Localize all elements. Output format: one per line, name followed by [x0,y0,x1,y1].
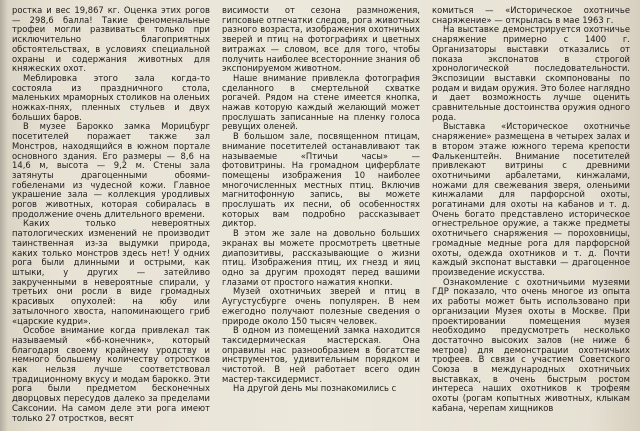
text-column-left [12,6,210,429]
paragraph: висимости от сезона размножения, гипсовые отпечатки следов, рога животных разного возраста, изображения охотничьих зверей и птиц на фотографиях и цветных витражах — словом, все для того, чтобы получить наиболее всесторонние знания об экспонируемом животном. [222,6,420,74]
paragraph: ростка и вес 19,867 кг. Оценка этих рогов — 298,6 балла! Такие феноменальные трофеи могли развиваться только при исключительно благоприятных обстоятельствах, в условиях специальной охраны и содержания животных для княжеских охот. [12,6,210,74]
text-column-middle [222,6,420,429]
paragraph: На выставке демонстрируется охотничье снаряжение примерно с 1400 г. Организаторы выставки отказались от показа экспонатов в строгой хронологической последовательности. Экспозиции выставки скомпонованы по родам и видам оружия. Это более наглядно и дает возможность лучше оценить сравнительные достоинства оружия одного рода. [432,24,630,122]
paragraph: В музее Барокко замка Морицбург посетителей поражает также зал Монстров, находящийся в южном портале основного здания. Его размеры — 8,6 на 14,6 м, высота — 9,2 м. Стены зала затянуты драгоценными обоями-гобеленами из чудесной кожи. Главное украшение зала — коллекция уродливых рогов животных, которая собиралась в продолжение очень длительного времени. [12,121,210,219]
paragraph: Музей охотничьих зверей и птиц в Аугустусбурге очень популярен. В нем ежегодно получают полезные сведения о природе около 150 тысяч человек. [222,286,420,326]
paragraph: Наше внимание привлекла фотография сделанного в смертельной схватке рогачей. Рядом на стене имеется кнопка, нажав которую каждый желающий может прослушать записанные на пленку голоса ревущих оленей. [222,72,420,132]
paragraph: В этом же зале на довольно больших экранах вы можете просмотреть цветные диапозитивы, рассказывающие о жизни птиц. Изображения птиц, их гнезд и яиц одно за другим проходят перед вашими глазами от простого нажатия кнопки. [222,228,420,287]
paragraph: комиться — «Историческое охотничье снаряжение» — открылась в мае 1963 г. [432,6,630,25]
text-columns [12,6,630,429]
page-fold-shadow [0,0,8,431]
paragraph: На другой день мы познакомились с [233,383,397,394]
paragraph: Меблировка этого зала когда-то состояла из праздничного стола, маленьких мраморных столиков на оленьих ножках-пнях, пленных стульев и двух больших баров. [12,72,210,122]
paragraph: В большом зале, посвященном птицам, внимание посетителей останавливают так называемые «Птичьи часы» — фотовитрины. На громадном циферблате помещены изображения 10 наиболее многочисленных местных птиц. Включив магнитофонную запись, вы можете прослушать их песни, об особенностях которых вам подробно рассказывает диктор. [222,131,420,229]
paragraph: Особое внимание когда привлекал так называемый «66-конечник», который благодаря своему крайнему уродству и немного большему количеству отростков как нельзя лучше соответствовал традиционному вкусу и модам барокко. Эти рога были предметом бесконечных дворцовых пересудов далеко за пределами Саксонии. На самом деле эти рога имеют только 27 отростков, весят [12,325,210,423]
paragraph: В одном из помещений замка находится таксидермическая мастерская. Она оправилы нас разнообразием в богатстве инструментов, удивительным порядком и чистотой. В ней работает всего один мастер-таксидермист. [222,325,420,384]
paragraph: Ознакомление с охотничьими музеями ГДР показало, что очень многое из опыта их работы может быть использовано при организации Музея охоты в Москве. При проектировании помещения музея необходимо предусмотреть несколько достаточно высоких залов (не ниже 6 метров) для демонстрации охотничьих трофеев. В связи с участием Советского Союза в международных охотничьих выставках, в очень быстрым ростом интереса наших охотников к трофеям охоты (рогам копытных животных, клыкам кабана, черепам хищников [432,276,630,413]
paragraph: Каких только невероятных патологических изменений не производит таинственная из-за выдумки природа, каких только монстров здесь нет! У одних рога были длинными и острыми, как штыки, у других — затейливо закрученными в невероятные спирали, у третьих они росли в виде громадных красивых опухолей: на юбу или затылочного хвоста, напоминающего гриб «царские кудри». [12,218,210,326]
paragraph: Выставка «Историческое охотничье снаряжение» размещена в четырех залах и в втором этаже южного терема крепости Фалькенштейн. Внимание посетителей привлекают витрины с древними охотничьими арбалетами, кинжалами, ножами для свежевания зверя, оленьими кинжалами для парфорсной охоты, рогатинами для охоты на кабанов и т. д. Очень богато представлено историческое огнестрельное оружие, а также предметы охотничьего снаряжения — пороховницы, громадные медные рога для парфорсной охоты, одежда охотников и т. д. Почти каждый экспонат выставки — драгоценное произведение искусства. [432,121,630,277]
text-column-right [432,6,630,429]
